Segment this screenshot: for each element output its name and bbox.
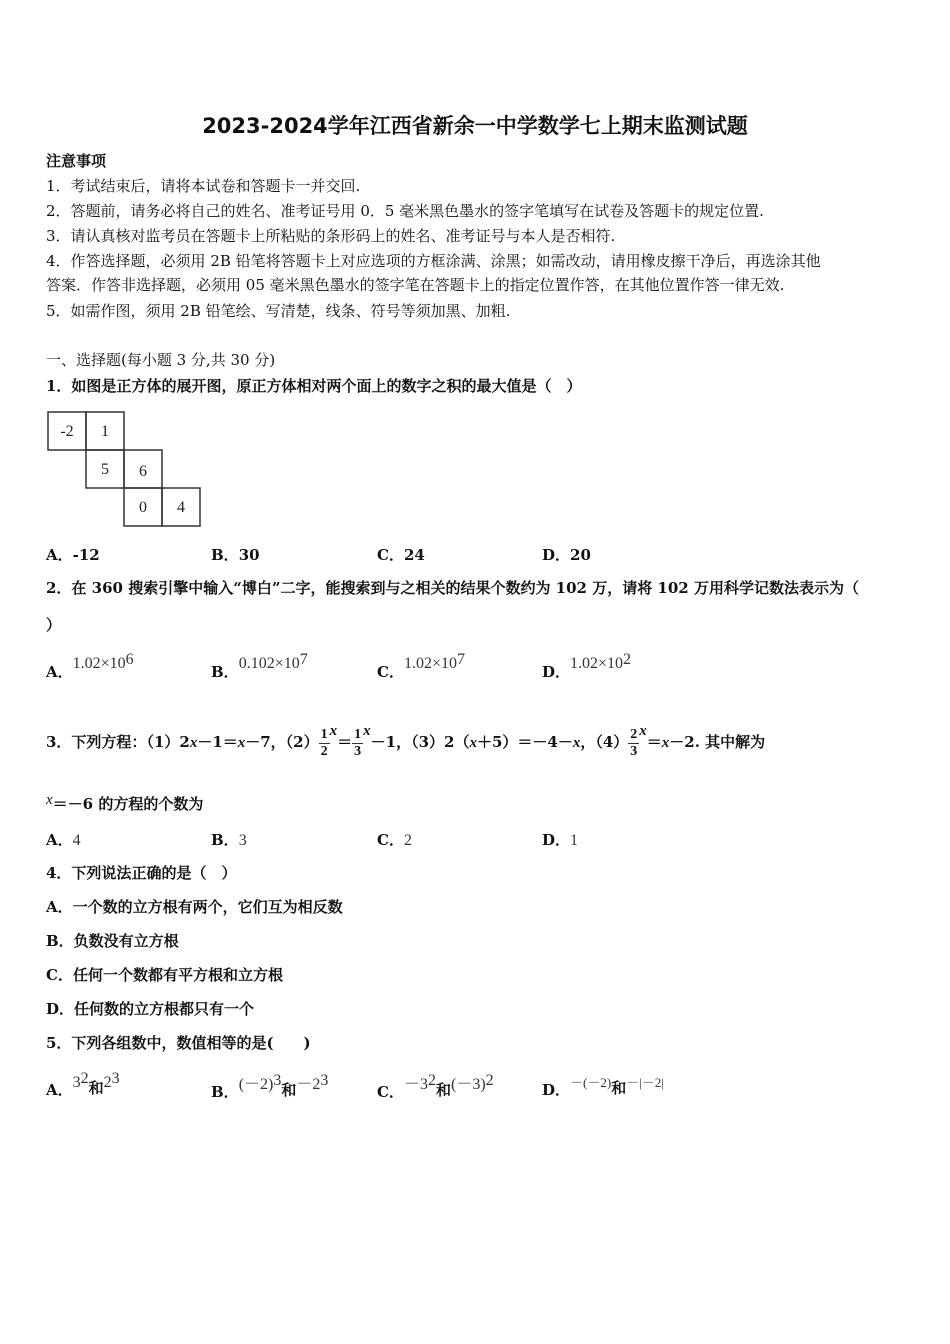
q1-option-a[interactable]: A．-12 (46, 546, 100, 564)
question-2-cont: ） (46, 616, 62, 634)
notice-item: 4．作答选择题，必须用 2B 铅笔将答题卡上对应选项的方框涂满、涂黑；如需改动，请用橡皮擦干净后，再选涂其他 (46, 252, 821, 270)
q3-option-d[interactable]: D．1 (542, 831, 579, 849)
q1-option-b[interactable]: B．30 (211, 546, 260, 564)
q4-option-a[interactable]: A．一个数的立方根有两个，它们互为相反数 (46, 898, 343, 916)
question-3-cont: x＝－6 的方程的个数为 (46, 792, 204, 813)
q1-option-d[interactable]: D．20 (542, 546, 591, 564)
notice-item: 5．如需作图，须用 2B 铅笔绘、写清楚，线条、符号等须加黑、加粗. (46, 302, 511, 320)
question-2: 2．在 360 搜索引擎中输入“博白”二字，能搜索到与之相关的结果个数约为 102 万，请将 102 万用科学记数法表示为（ (46, 579, 859, 597)
q5-option-d[interactable]: D．－(－2)和－|－2| (542, 1075, 664, 1099)
q4-option-d[interactable]: D．任何数的立方根都只有一个 (46, 1000, 255, 1018)
q1-option-c[interactable]: C．24 (377, 546, 425, 564)
net-cell: 0 (139, 499, 147, 516)
net-cell: -2 (60, 423, 74, 440)
section-heading: 一、选择题(每小题 3 分,共 30 分) (46, 351, 276, 369)
q2-option-c[interactable]: C．$1.02\times 10^7$ (377, 651, 465, 681)
net-cell: 5 (101, 461, 109, 478)
q5-option-c[interactable]: C．$-3^2$和$(-3)^2$ (377, 1072, 494, 1101)
page-title: 2023-2024学年江西省新余一中学数学七上期末监测试题 (202, 114, 748, 138)
question-1: 1．如图是正方体的展开图，原正方体相对两个面上的数字之积的最大值是（ ） (46, 377, 582, 395)
notice-item: 2．答题前，请务必将自己的姓名、准考证号用 0．5 毫米黑色墨水的签字笔填写在试卷及答题卡的规定位置. (46, 202, 764, 220)
q2-option-a[interactable]: A．$1.02\times 10^6$ (46, 651, 134, 681)
question-3: 3．下列方程：（1）2x－1＝x－7，（2） $\frac{1}{2}$ x＝ $\frac{1}{3}$ x－1，（3）2（x＋5）＝－4－x，（4） $\frac{2}{3}$ x＝x－2. 其中解为 (46, 723, 766, 759)
q4-option-b[interactable]: B．负数没有立方根 (46, 932, 179, 950)
question-4: 4．下列说法正确的是（ ） (46, 864, 237, 882)
cube-net-figure (47, 411, 207, 529)
notice-heading: 注意事项 (46, 152, 107, 170)
q2-option-d[interactable]: D．$1.02\times 10^2$ (542, 651, 632, 681)
q2-option-b[interactable]: B．$0.102\times 10^7$ (211, 651, 308, 681)
net-cell: 6 (139, 463, 147, 480)
net-cell: 1 (101, 423, 109, 440)
q5-option-a[interactable]: A．$3^2$和$2^3$ (46, 1070, 120, 1099)
notice-item: 3．请认真核对监考员在答题卡上所粘贴的条形码上的姓名、准考证号与本人是否相符. (46, 227, 616, 245)
question-5: 5．下列各组数中，数值相等的是( ) (46, 1034, 311, 1052)
q4-option-c[interactable]: C．任何一个数都有平方根和立方根 (46, 966, 283, 984)
q3-option-b[interactable]: B．3 (211, 831, 247, 849)
q3-option-a[interactable]: A．4 (46, 831, 81, 849)
net-cell: 4 (177, 499, 185, 516)
notice-item: 1．考试结束后，请将本试卷和答题卡一并交回. (46, 177, 361, 195)
q3-option-c[interactable]: C．2 (377, 831, 412, 849)
q5-option-b[interactable]: B．$(-2)^3$和$-2^3$ (211, 1072, 329, 1101)
notice-item: 答案．作答非选择题，必须用 05 毫米黑色墨水的签字笔在答题卡上的指定位置作答，在其他位置作答一律无效. (46, 276, 785, 294)
